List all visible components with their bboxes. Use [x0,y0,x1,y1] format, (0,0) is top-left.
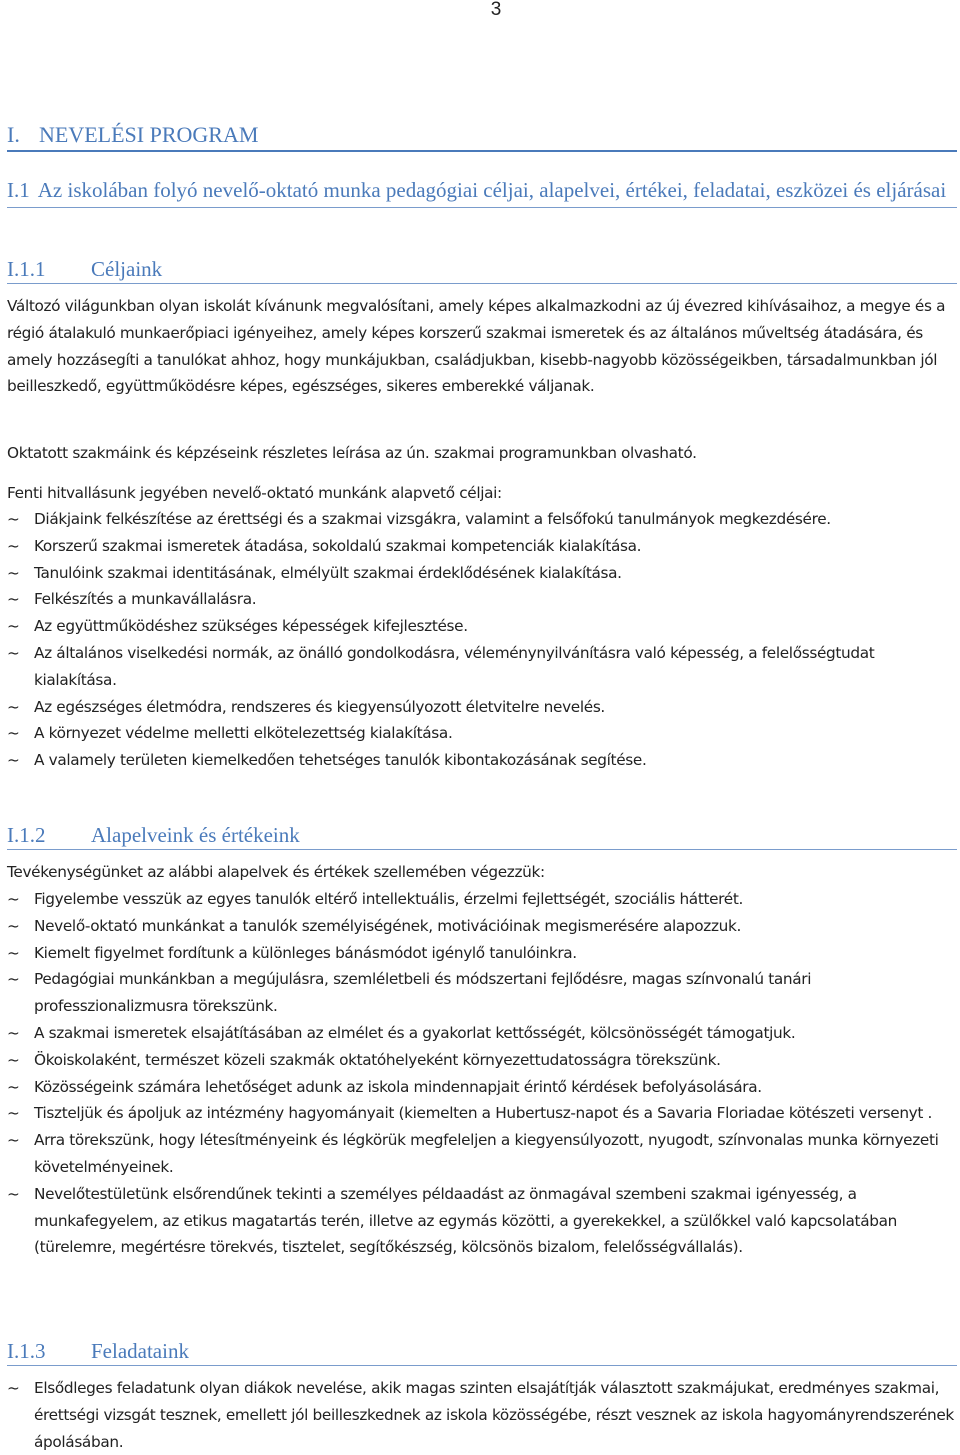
heading-nevelesi-program [7,122,957,152]
list-item [7,1100,957,1127]
tilde-bullet-icon: ~ [7,1184,20,1203]
tilde-bullet-icon: ~ [7,1023,20,1042]
section2-number: I.1.2 [7,823,46,847]
tilde-bullet-icon: ~ [7,617,20,636]
tilde-bullet-icon: ~ [7,1104,20,1123]
list-item [7,533,957,560]
feladataink-list [7,1375,957,1455]
heading1-number: I. [7,122,20,147]
list-item [7,1127,957,1181]
list-item-text: A környezet védelme melletti elkötelezettség kialakítása. [34,724,453,743]
list-item-text: Korszerű szakmai ismeretek átadása, sokoldalú szakmai kompetenciák kialakítása. [34,536,642,555]
list-item-text: Az egészséges életmódra, rendszeres és kiegyensúlyozott életvitelre nevelés. [34,697,605,716]
page-number: 3 [490,0,502,20]
list-item [7,1047,957,1074]
heading2-title: Az iskolában folyó nevelő-oktató munka pedagógiai céljai, alapelvei, értékei, feladatai, eszközei és eljárásai [37,178,947,202]
celjaink-list [7,506,957,774]
tilde-bullet-icon: ~ [7,943,20,962]
alapelveink-intro: Tevékenységünket az alábbi alapelvek és értékek szellemében végezzük: [7,863,545,881]
list-item-text: Tanulóink szakmai identitásának, elmélyült szakmai érdeklődésének kialakítása. [34,563,622,582]
list-item [7,640,957,694]
celjaink-intro: Fenti hitvallásunk jegyében nevelő-oktató munkánk alapvető céljai: [7,484,502,502]
list-item [7,913,957,940]
list-item-text: Figyelembe vesszük az egyes tanulók eltérő intellektuális, érzelmi fejlettségét, szociális hátterét. [34,890,743,908]
list-item-text: Elsődleges feladatunk olyan diákok nevelése, akik magas szinten elsajátítják választott szakmájukat, eredményes szakmai, érettségi vizsgát tesznek, emellett jól beilleszkednek az iskola közösségébe, részt vesznek az iskola hagyományrendszerének ápolásában. [34,1379,954,1451]
alapelveink-list [7,886,957,1261]
list-item [7,506,957,533]
list-item [7,613,957,640]
list-item-text: Kiemelt figyelmet fordítunk a különleges bánásmódot igénylő tanulóinkra. [34,943,577,962]
list-item-text: Arra törekszünk, hogy létesítményeink és légkörük megfeleljen a kiegyensúlyozott, nyugodt, színvonalas munka környezeti követelményeinek. [34,1131,939,1176]
tilde-bullet-icon: ~ [7,563,20,582]
list-item [7,560,957,587]
tilde-bullet-icon: ~ [7,1077,20,1096]
tilde-bullet-icon: ~ [7,890,20,908]
list-item-text: Az együttműködéshez szükséges képességek kifejlesztése. [34,617,468,636]
heading-celjaink [7,256,957,284]
list-item [7,1375,957,1455]
tilde-bullet-icon: ~ [7,751,20,770]
section3-number: I.1.3 [7,1339,46,1363]
section2-title: Alapelveink és értékeink [91,823,300,847]
list-item-text: A valamely területen kiemelkedően tehetséges tanulók kibontakozásának segítése. [34,751,647,770]
tilde-bullet-icon: ~ [7,1379,20,1397]
list-item-text: Felkészítés a munkavállalásra. [34,590,257,609]
list-item-text: Nevelőtestületünk elsőrendűnek tekinti a személyes példaadást az önmagával szembeni szakmai igényesség, a munkafegyelem, az etikus magatartás terén, illetve az egymás közötti, a gyerekekkel, a szülőkkel való kapcsolatában (türelemre, megértésre törekvés, tisztelet, segítőkészség, kölcsönös bizalom, felelősségvállalás). [34,1184,897,1257]
section1-title: Céljaink [91,257,163,281]
tilde-bullet-icon: ~ [7,643,20,662]
tilde-bullet-icon: ~ [7,1131,20,1150]
tilde-bullet-icon: ~ [7,916,20,935]
heading1-title: NEVELÉSI PROGRAM [39,122,259,147]
list-item-text: A szakmai ismeretek elsajátításában az elmélet és a gyakorlat kettősségét, kölcsönösségét támogatjuk. [34,1023,796,1042]
heading-section-i1 [7,175,957,208]
list-item [7,1074,957,1101]
list-item-text: Pedagógiai munkánkban a megújulásra, szemléletbeli és módszertani fejlődésre, magas színvonalú tanári professzionalizmusra törekszünk. [34,970,812,1016]
list-item [7,966,957,1020]
list-item-text: Ökoiskolaként, természet közeli szakmák oktatóhelyeként környezettudatosságra törekszünk. [34,1050,721,1069]
list-item [7,1020,957,1047]
list-item [7,747,957,774]
heading-feladataink [7,1338,957,1366]
list-item [7,586,957,613]
tilde-bullet-icon: ~ [7,536,20,555]
tilde-bullet-icon: ~ [7,970,20,989]
list-item-text: Az általános viselkedési normák, az önálló gondolkodásra, véleménynyilvánításra való képesség, a felelősségtudat kialakítása. [34,643,875,689]
list-item [7,720,957,747]
section3-title: Feladataink [91,1339,189,1363]
list-item-text: Közösségeink számára lehetőséget adunk az iskola mindennapjait érintő kérdések befolyásolására. [34,1077,762,1096]
tilde-bullet-icon: ~ [7,724,20,743]
list-item [7,940,957,967]
heading2-number: I.1 [7,178,30,202]
list-item [7,694,957,721]
heading-alapelveink [7,822,957,850]
tilde-bullet-icon: ~ [7,697,20,716]
celjaink-paragraph: Változó világunkban olyan iskolát kívánunk megvalósítani, amely képes alkalmazkodni az új évezred kihívásaihoz, a megye és a régió átalakuló munkaerőpiaci igényeihez, amely képes korszerű szakmai ismeretek és az általános műveltség átadására, és amely hozzásegíti a tanulókat ahhoz, hogy munkájukban, családjukban, kisebb-nagyobb közösségeikben, társadalmunkban jól beilleszkedő, együttműködésre képes, egészséges, sikeres emberekké váljanak. [7,297,946,396]
section1-number: I.1.1 [7,257,46,281]
tilde-bullet-icon: ~ [7,510,20,528]
list-item [7,1181,957,1261]
tilde-bullet-icon: ~ [7,1050,20,1069]
tilde-bullet-icon: ~ [7,590,20,609]
list-item-text: Tiszteljük és ápoljuk az intézmény hagyományait (kiemelten a Hubertusz-napot és a Savaria Floriadae kötészeti versenyt . [34,1104,933,1123]
szakmai-program-note: Oktatott szakmáink és képzéseink részletes leírása az ún. szakmai programunkban olvasható. [7,444,697,462]
list-item-text: Diákjaink felkészítése az érettségi és a szakmai vizsgákra, valamint a felsőfokú tanulmányok megkezdésére. [34,510,831,528]
list-item-text: Nevelő-oktató munkánkat a tanulók személyiségének, motivációinak megismerésére alapozzuk. [34,916,742,935]
list-item [7,886,957,913]
